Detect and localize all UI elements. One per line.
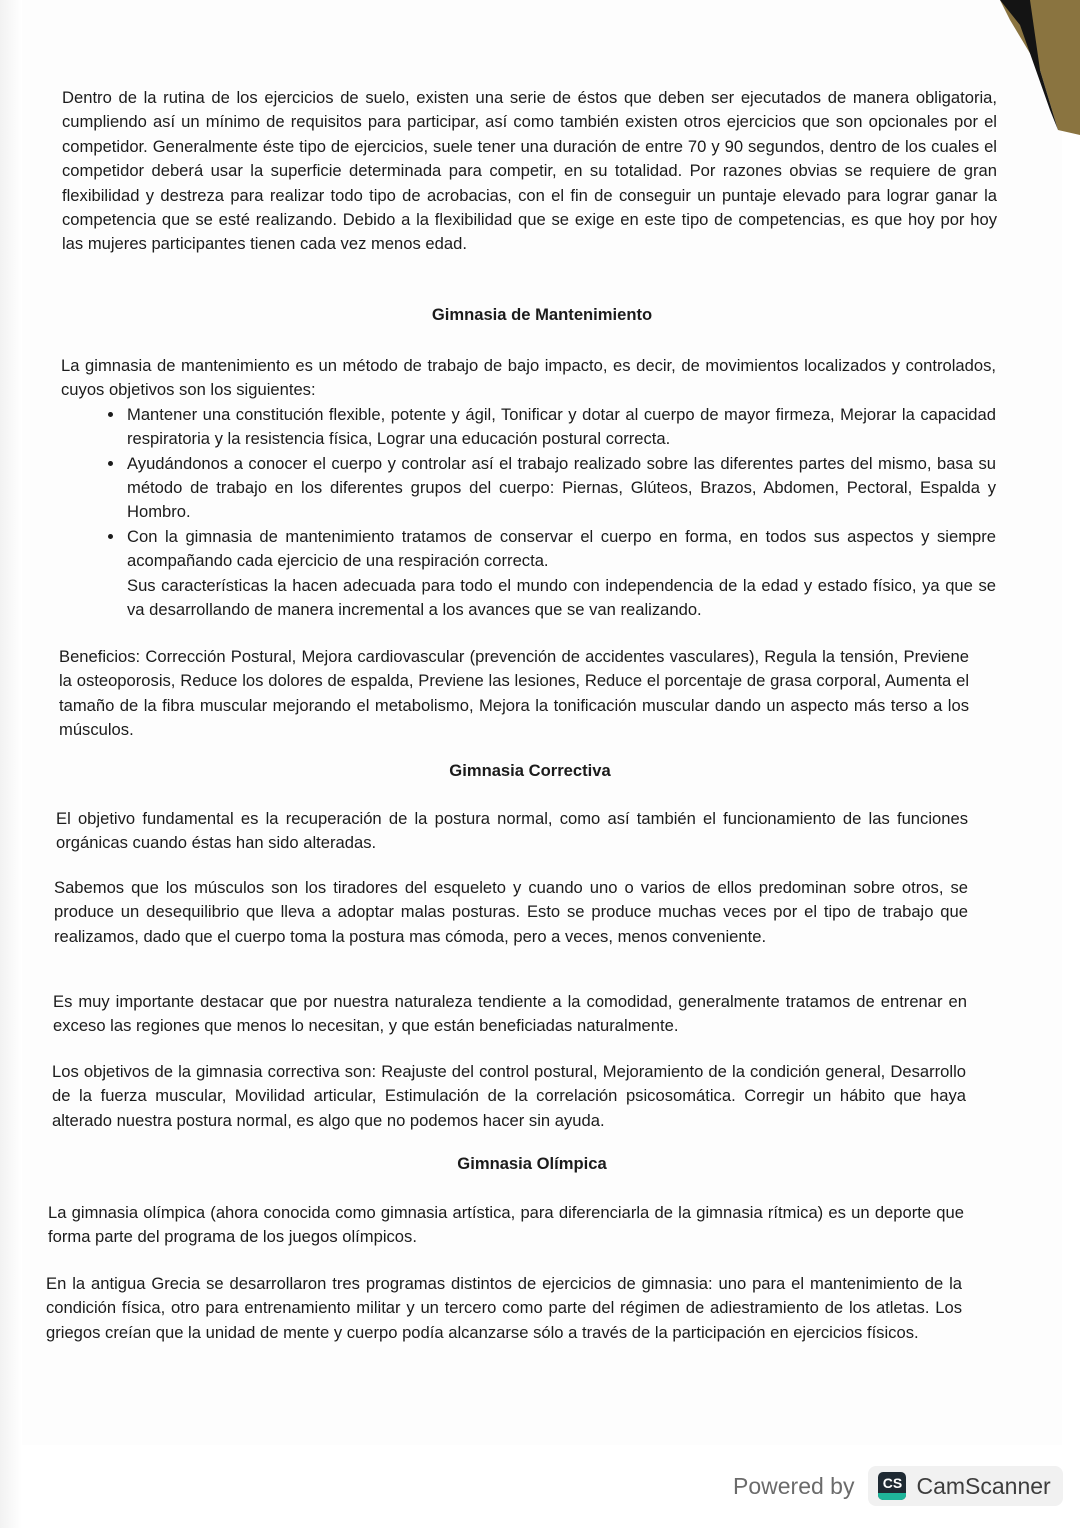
paragraph: Los objetivos de la gimnasia correctiva son: Reajuste del control postural, Mejoramiento de la condición general, Desarrollo de la fuerza muscular, Movilidad articular, Estimulación de la correlación psicosomática. Corregir un hábito que haya alterado nuestra postura normal, es algo que no podemos hacer sin ayuda.: [52, 1062, 966, 1130]
intro-paragraph: Dentro de la rutina de los ejercicios de suelo, existen una serie de éstos que deben ser ejecutados de manera obligatoria, cumpliendo así un mínimo de requisitos para participar, así como también existen otros ejercicios que son opcionales por el competidor. Generalmente éste tipo de ejercicios, suele tener una duración de entre 70 y 90 segundos, dentro de los cuales el competidor deberá usar la superficie determinada para competir, en su totalidad. Por razones obvias se requiere de gran flexibilidad y destreza para realizar todo tipo de acrobacias, con el fin de conseguir un puntaje elevado para lograr ganar la competencia que se esté realizando. Debido a la flexibilidad que se exige en este tipo de competencias, es que hoy por hoy las mujeres participantes tienen cada vez menos edad.: [62, 88, 997, 254]
camscanner-badge: [868, 1466, 1062, 1506]
paragraph: El objetivo fundamental es la recuperación de la postura normal, como así también el funcionamiento de las funciones orgánicas cuando éstas han sido alteradas.: [56, 809, 968, 853]
paragraph: Es muy importante destacar que por nuestra naturaleza tendiente a la comodidad, generalmente tratamos de entrenar en exceso las regiones que menos lo necesitan, y que están beneficiadas naturalmente.: [53, 992, 967, 1036]
list-continuation: Sus características la hacen adecuada para todo el mundo con independencia de la edad y estado físico, ya que se va desarrollando de manera incremental a los avances que se van realizando.: [127, 575, 996, 620]
camscanner-brand: CamScanner: [916, 1472, 1051, 1499]
mantenimiento-section: [61, 354, 996, 622]
camscanner-logo-icon: CS: [878, 1472, 906, 1500]
powered-by-label: Powered by: [733, 1472, 855, 1499]
beneficios-paragraph: Beneficios: Corrección Postural, Mejora cardiovascular (prevención de accidentes vasculares), Regula la tensión, Previene la osteoporosis, Reduce los dolores de espalda, Previene las lesiones, Reduce el porcentaje de grasa corporal, Aumenta el tamaño de la fibra muscular mejorando el metabolismo, Mejora la tonificación muscular dando un aspecto más terso a los músculos.: [59, 647, 969, 740]
camscanner-watermark: [733, 1466, 1063, 1506]
paragraph: La gimnasia olímpica (ahora conocida como gimnasia artística, para diferenciarla de la gimnasia rítmica) es un deporte que forma parte del programa de los juegos olímpicos.: [48, 1203, 964, 1247]
mantenimiento-intro: La gimnasia de mantenimiento es un método de trabajo de bajo impacto, es decir, de movimientos localizados y controlados, cuyos objetivos son los siguientes:: [61, 356, 996, 400]
list-item: • Mantener una constitución flexible, potente y ágil, Tonificar y dotar al cuerpo de mayor firmeza, Mejorar la capacidad respiratoria y la resistencia física, Lograr una educación postural correcta.: [125, 403, 996, 452]
paragraph: En la antigua Grecia se desarrollaron tres programas distintos de ejercicios de gimnasia: uno para el mantenimiento de la condición física, otro para entrenamiento militar y un tercero como parte del régimen de adiestramiento de los atletas. Los griegos creían que la unidad de mente y cuerpo podía alcanzarse sólo a través de la participación en ejercicios físicos.: [46, 1274, 962, 1342]
paragraph: Sabemos que los músculos son los tiradores del esqueleto y cuando uno o varios de ellos predominan sobre otros, se produce un desequilibrio que lleva a adoptar malas posturas. Esto se produce muchas veces por el tipo de trabajo que realizamos, dado que el cuerpo toma la postura mas cómoda, pero a veces, menos conveniente.: [54, 878, 968, 946]
mantenimiento-list: [61, 403, 996, 574]
document-page: [22, 0, 1062, 1445]
list-item: • Con la gimnasia de mantenimiento tratamos de conservar el cuerpo en forma, en todos sus aspectos y siempre acompañando cada ejercicio de una respiración correcta.: [125, 525, 996, 574]
heading-olimpica: Gimnasia Olímpica: [457, 1154, 607, 1173]
heading-correctiva: Gimnasia Correctiva: [449, 761, 611, 780]
heading-mantenimiento: Gimnasia de Mantenimiento: [431, 305, 653, 324]
list-item: • Ayudándonos a conocer el cuerpo y controlar así el trabajo realizado sobre las diferentes partes del mismo, basa su método de trabajo en los diferentes grupos del cuerpo: Piernas, Glúteos, Brazos, Abdomen, Pectoral, Espalda y Hombro.: [125, 452, 996, 525]
folded-corner-shadow: [1000, 0, 1080, 135]
